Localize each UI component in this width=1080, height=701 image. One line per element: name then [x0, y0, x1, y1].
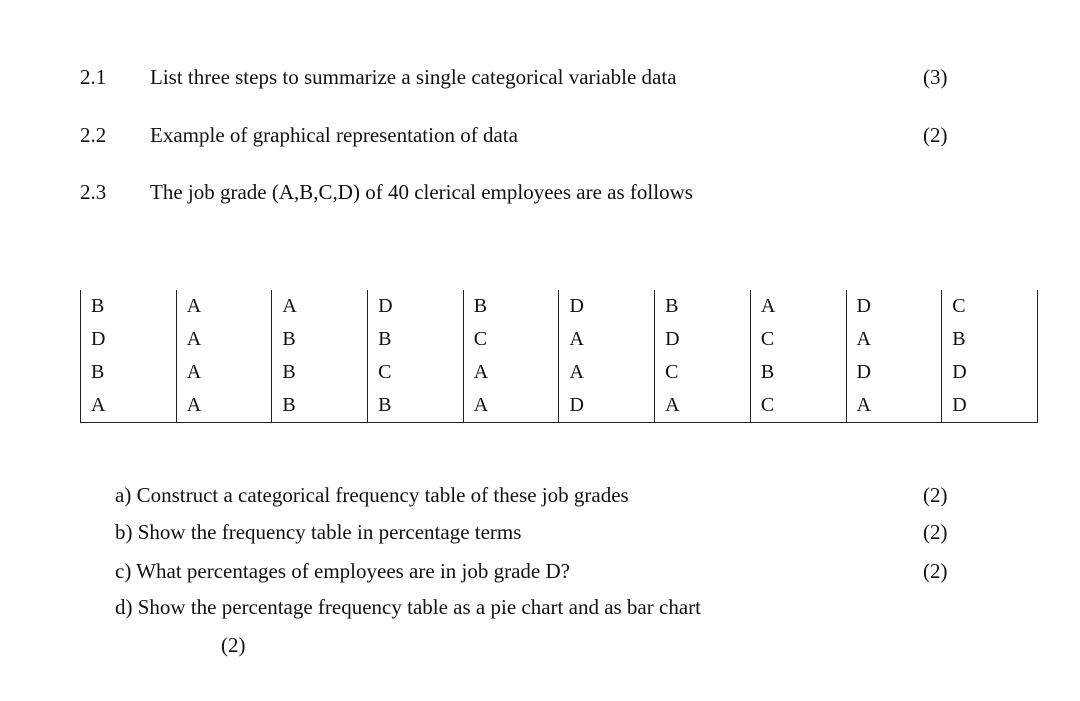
grade-cell: C — [942, 290, 1038, 323]
table-row — [81, 356, 1038, 389]
grade-cell: B — [272, 323, 368, 356]
grade-cell: B — [750, 356, 846, 389]
subquestion-text: c) What percentages of employees are in job grade D? — [115, 559, 570, 583]
grade-cell: B — [368, 323, 464, 356]
grade-cell: D — [942, 389, 1038, 422]
grade-cell: D — [559, 389, 655, 422]
grade-cell: B — [463, 290, 559, 323]
grade-cell: B — [368, 389, 464, 422]
grade-cell: A — [176, 290, 272, 323]
grade-cell: D — [942, 356, 1038, 389]
grade-cell: B — [272, 356, 368, 389]
question-marks: (3) — [923, 65, 948, 89]
subquestion-text: d) Show the percentage frequency table as a pie chart and as bar chart — [115, 595, 701, 619]
grade-cell: D — [368, 290, 464, 323]
question-text: The job grade (A,B,C,D) of 40 clerical employees are as follows — [150, 180, 693, 204]
table-row — [81, 389, 1038, 422]
grade-cell: A — [272, 290, 368, 323]
grade-cell: A — [176, 389, 272, 422]
table-row — [81, 290, 1038, 323]
grade-cell: C — [750, 323, 846, 356]
grade-cell: A — [559, 323, 655, 356]
grade-cell: A — [176, 356, 272, 389]
question-marks: (2) — [923, 123, 948, 147]
table-row — [81, 323, 1038, 356]
grade-cell: A — [750, 290, 846, 323]
grade-cell: A — [463, 356, 559, 389]
question-number: 2.2 — [80, 123, 107, 147]
question-number: 2.1 — [80, 65, 107, 89]
grade-cell: A — [846, 389, 942, 422]
subquestion-marks: (2) — [923, 483, 948, 507]
subquestion-marks: (2) — [221, 633, 246, 657]
grades-table — [80, 290, 1038, 423]
grade-cell: B — [81, 356, 177, 389]
subquestion-marks: (2) — [923, 520, 948, 544]
grade-cell: B — [81, 290, 177, 323]
grade-cell: A — [463, 389, 559, 422]
grade-cell: A — [846, 323, 942, 356]
grade-cell: B — [655, 290, 751, 323]
grade-cell: D — [846, 356, 942, 389]
grade-cell: B — [272, 389, 368, 422]
question-text: Example of graphical representation of data — [150, 123, 518, 147]
grade-cell: B — [942, 323, 1038, 356]
grade-cell: A — [176, 323, 272, 356]
grade-cell: C — [463, 323, 559, 356]
grade-cell: A — [81, 389, 177, 422]
grade-cell: C — [750, 389, 846, 422]
subquestion-text: b) Show the frequency table in percentage terms — [115, 520, 522, 544]
grade-cell: A — [559, 356, 655, 389]
grade-cell: D — [655, 323, 751, 356]
grade-cell: A — [655, 389, 751, 422]
question-number: 2.3 — [80, 180, 107, 204]
subquestion-text: a) Construct a categorical frequency table of these job grades — [115, 483, 629, 507]
grade-cell: D — [81, 323, 177, 356]
question-text: List three steps to summarize a single categorical variable data — [150, 65, 677, 89]
subquestion-marks: (2) — [923, 559, 948, 583]
grade-cell: D — [846, 290, 942, 323]
grade-cell: C — [655, 356, 751, 389]
grade-cell: C — [368, 356, 464, 389]
grade-cell: D — [559, 290, 655, 323]
